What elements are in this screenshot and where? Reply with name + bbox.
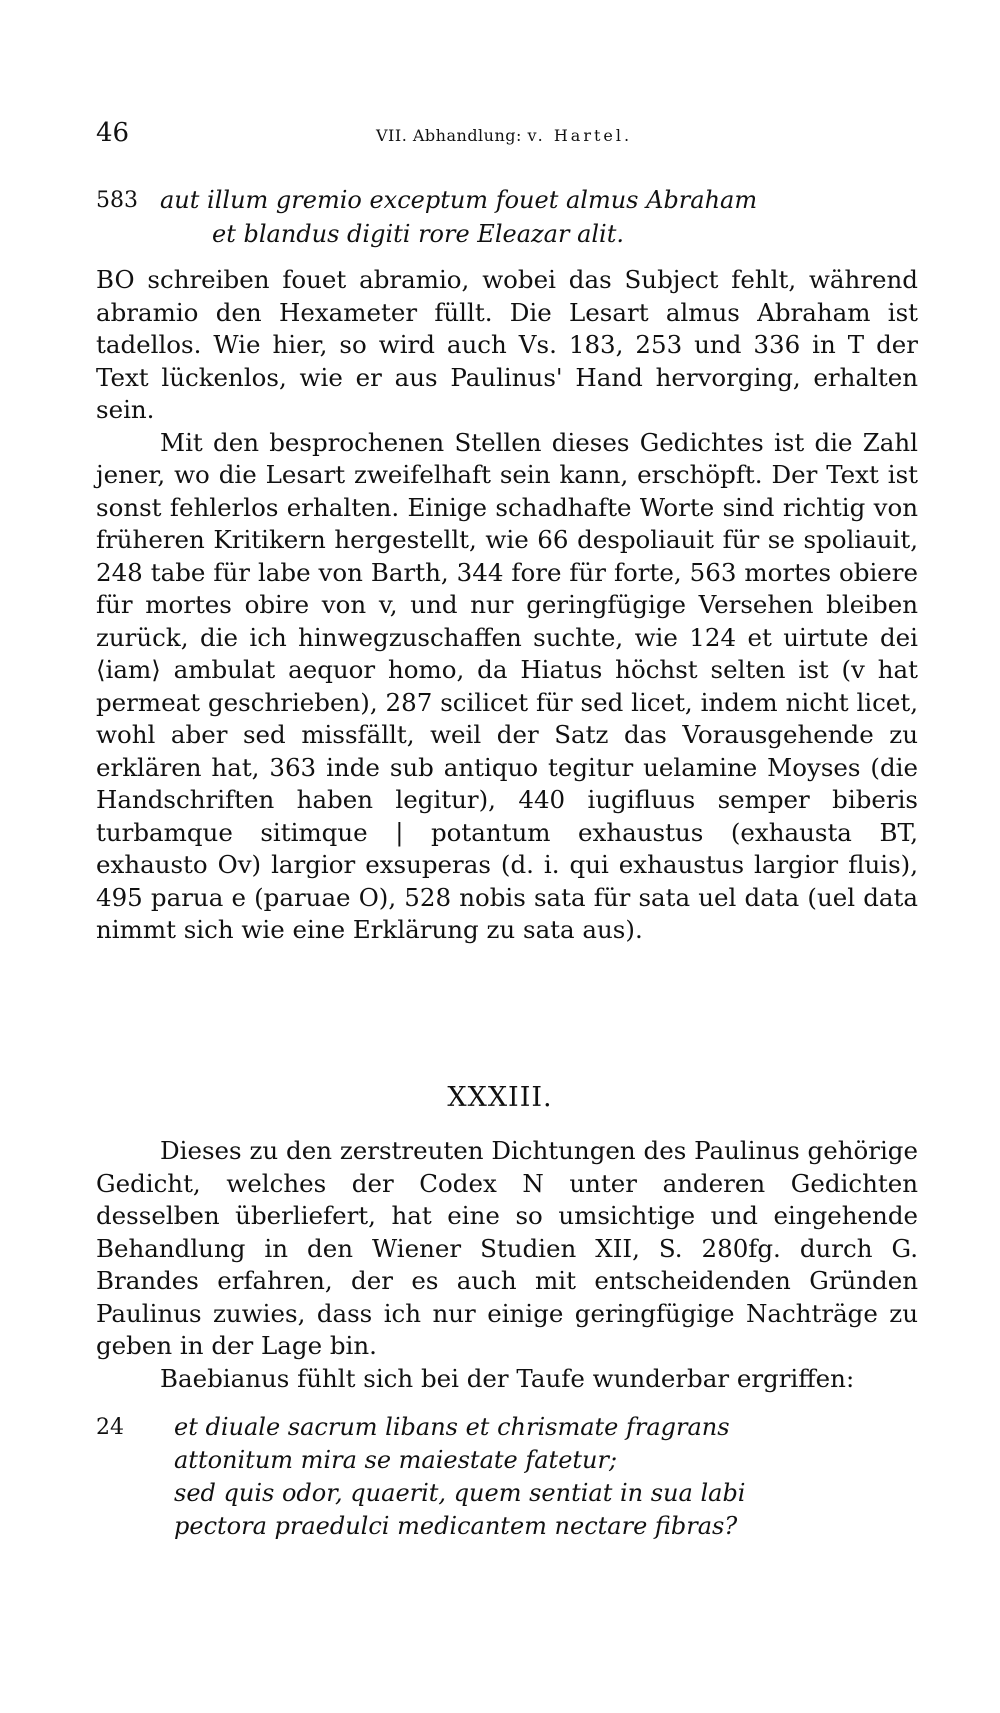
- verse-line: sed quis odor, quaerit, quem sentiat in sua labi: [174, 1479, 746, 1507]
- page-header: [96, 118, 918, 154]
- verse-quotation-24: [96, 1413, 918, 1563]
- paragraph: Dieses zu den zerstreuten Dichtungen des Paulinus gehörige Gedicht, welches der Codex N unter anderen Gedichten desselben überliefert, hat eine so umsichtige und eingehende Behandlung in den Wiener Studien XII, S. 280fg. durch G. Brandes erfahren, der es auch mit entscheidenden Gründen Paulinus zuwies, dass ich nur einige geringfügige Nachträge zu geben in der Lage bin.: [96, 1136, 918, 1360]
- page-number: 46: [96, 118, 130, 148]
- paragraph: Mit den besprochenen Stellen dieses Gedichtes ist die Zahl jener, wo die Lesart zweifelhaft sein kann, erschöpft. Der Text ist sonst fehlerlos erhalten. Einige schadhafte Worte sind richtig von früheren Kritikern hergestellt, wie 66 despoliauit für se spoliauit, 248 tabe für labe von Barth, 344 fore für forte, 563 mortes obiere für mortes obire von v, und nur geringfügige Versehen bleiben zurück, die ich hinwegzuschaffen suchte, wie 124 et uirtute dei ⟨iam⟩ ambulat aequor homo, da Hiatus höchst selten ist (v hat permeat geschrieben), 287 scilicet für sed licet, indem nicht licet, wohl aber sed missfällt, weil der Satz das Vorausgehende zu erklären hat, 363 inde sub antiquo tegitur uelamine Moyses (die Handschriften haben legitur), 440 iugifluus semper biberis turbamque sitimque | potantum exhaustus (exhausta BT, exhausto Ov) largior exsuperas (d. i. qui exhaustus largior fluis), 495 parua e (paruae O), 528 nobis sata für sata uel data (uel data nimmt sich wie eine Erklärung zu sata aus).: [96, 427, 918, 944]
- running-title-author: v. Hartel.: [527, 126, 633, 145]
- verse-line: et diuale sacrum libans et chrismate fragrans: [174, 1413, 730, 1441]
- verse-line: attonitum mira se maiestate fatetur;: [174, 1446, 618, 1474]
- verse-line: et blandus digiti rore Eleazar alit.: [212, 220, 624, 248]
- running-title: [376, 126, 632, 145]
- verse-number: 24: [96, 1415, 124, 1440]
- verse-line: pectora praedulci medicantem nectare fibras?: [174, 1512, 738, 1540]
- paragraph: BO schreiben fouet abramio, wobei das Subject fehlt, während abramio den Hexameter füllt. Die Lesart almus Abraham ist tadellos. Wie hier, so wird auch Vs. 183, 253 und 336 in T der Text lückenlos, wie er aus Paulinus' Hand hervorging, erhalten sein.: [96, 265, 918, 424]
- paragraph: Baebianus fühlt sich bei der Taufe wunderbar ergriffen:: [160, 1363, 855, 1393]
- commentary-block-2: [96, 1135, 918, 1395]
- commentary-block-1: [96, 264, 918, 947]
- section-heading: XXXIII.: [447, 1082, 553, 1113]
- verse-line: aut illum gremio exceptum fouet almus Abraham: [160, 186, 758, 214]
- running-title-prefix: VII. Abhandlung:: [376, 126, 522, 145]
- verse-number: 583: [96, 188, 138, 213]
- verse-quotation-583: [96, 186, 918, 256]
